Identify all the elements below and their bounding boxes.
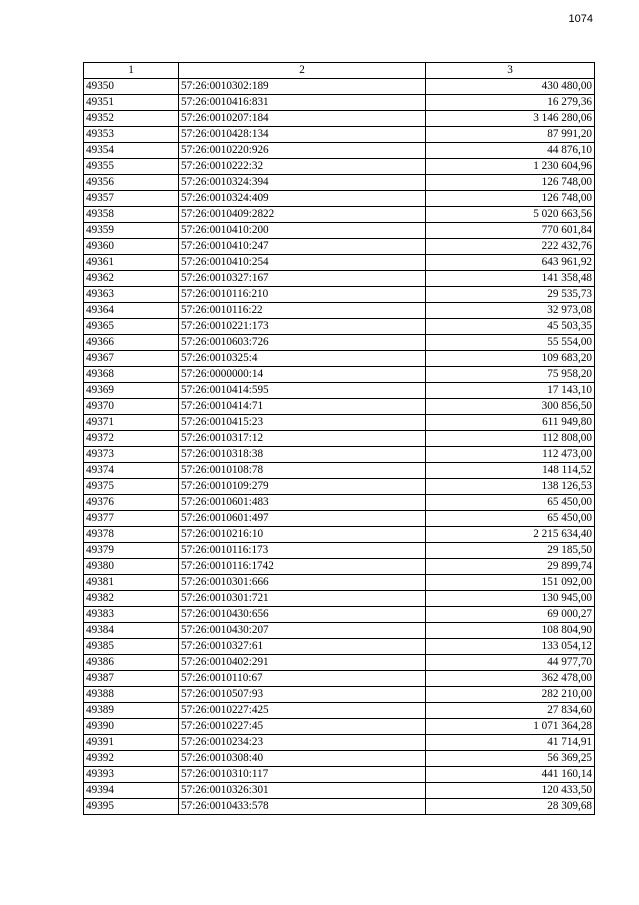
cadastral-number: 57:26:0010227:425 <box>179 703 426 719</box>
record-number: 49365 <box>84 319 179 335</box>
cadastral-value: 16 279,36 <box>426 95 595 111</box>
record-number: 49372 <box>84 431 179 447</box>
table-row <box>84 495 595 511</box>
cadastral-number: 57:26:0010220:926 <box>179 143 426 159</box>
table-row <box>84 95 595 111</box>
cadastral-value: 282 210,00 <box>426 687 595 703</box>
cadastral-number: 57:26:0010601:497 <box>179 511 426 527</box>
record-number: 49387 <box>84 671 179 687</box>
table-row <box>84 591 595 607</box>
table-row <box>84 383 595 399</box>
table-body <box>84 79 595 815</box>
record-number: 49355 <box>84 159 179 175</box>
cadastral-value: 5 020 663,56 <box>426 207 595 223</box>
cadastral-number: 57:26:0010601:483 <box>179 495 426 511</box>
cadastral-value: 32 973,08 <box>426 303 595 319</box>
cadastral-number: 57:26:0010222:32 <box>179 159 426 175</box>
cadastral-number: 57:26:0010430:207 <box>179 623 426 639</box>
cadastral-value: 109 683,20 <box>426 351 595 367</box>
record-number: 49354 <box>84 143 179 159</box>
record-number: 49373 <box>84 447 179 463</box>
record-number: 49383 <box>84 607 179 623</box>
cadastral-number: 57:26:0010433:578 <box>179 799 426 815</box>
cadastral-number: 57:26:0010327:61 <box>179 639 426 655</box>
table-row <box>84 111 595 127</box>
cadastral-value: 55 554,00 <box>426 335 595 351</box>
table-row <box>84 431 595 447</box>
record-number: 49377 <box>84 511 179 527</box>
table-row <box>84 127 595 143</box>
cadastral-number: 57:26:0010327:167 <box>179 271 426 287</box>
cadastral-value: 27 834,60 <box>426 703 595 719</box>
table-row <box>84 351 595 367</box>
record-number: 49360 <box>84 239 179 255</box>
table-row <box>84 159 595 175</box>
cadastral-value: 300 856,50 <box>426 399 595 415</box>
record-number: 49386 <box>84 655 179 671</box>
cadastral-number: 57:26:0010216:10 <box>179 527 426 543</box>
cadastral-value: 611 949,80 <box>426 415 595 431</box>
cadastral-value: 3 146 280,06 <box>426 111 595 127</box>
cadastral-number: 57:26:0010410:254 <box>179 255 426 271</box>
cadastral-value: 112 808,00 <box>426 431 595 447</box>
table-row <box>84 447 595 463</box>
table-row <box>84 719 595 735</box>
table-row <box>84 703 595 719</box>
record-number: 49352 <box>84 111 179 127</box>
cadastral-number: 57:26:0010324:394 <box>179 175 426 191</box>
record-number: 49394 <box>84 783 179 799</box>
table-row <box>84 79 595 95</box>
table-row <box>84 543 595 559</box>
cadastral-value: 29 535,73 <box>426 287 595 303</box>
cadastral-number: 57:26:0010301:721 <box>179 591 426 607</box>
table-row <box>84 671 595 687</box>
cadastral-value: 17 143,10 <box>426 383 595 399</box>
table-row <box>84 239 595 255</box>
cadastral-value: 126 748,00 <box>426 191 595 207</box>
cadastral-value: 141 358,48 <box>426 271 595 287</box>
table-row <box>84 623 595 639</box>
record-number: 49392 <box>84 751 179 767</box>
table-row <box>84 799 595 815</box>
record-number: 49393 <box>84 767 179 783</box>
cadastral-number: 57:26:0010308:40 <box>179 751 426 767</box>
cadastral-number: 57:26:0000000:14 <box>179 367 426 383</box>
record-number: 49366 <box>84 335 179 351</box>
cadastral-value: 44 876,10 <box>426 143 595 159</box>
cadastral-value: 133 054,12 <box>426 639 595 655</box>
cadastral-value: 222 432,76 <box>426 239 595 255</box>
cadastral-value: 130 945,00 <box>426 591 595 607</box>
cadastral-number: 57:26:0010110:67 <box>179 671 426 687</box>
record-number: 49375 <box>84 479 179 495</box>
table-row <box>84 191 595 207</box>
table-row <box>84 639 595 655</box>
record-number: 49384 <box>84 623 179 639</box>
cadastral-value: 138 126,53 <box>426 479 595 495</box>
table-row <box>84 607 595 623</box>
table-row <box>84 511 595 527</box>
cadastral-value: 643 961,92 <box>426 255 595 271</box>
cadastral-number: 57:26:0010301:666 <box>179 575 426 591</box>
cadastral-value: 148 114,52 <box>426 463 595 479</box>
cadastral-value: 28 309,68 <box>426 799 595 815</box>
table-row <box>84 463 595 479</box>
record-number: 49379 <box>84 543 179 559</box>
record-number: 49371 <box>84 415 179 431</box>
column-header-2: 2 <box>179 63 426 79</box>
cadastral-number: 57:26:0010234:23 <box>179 735 426 751</box>
table-row <box>84 655 595 671</box>
table-row <box>84 319 595 335</box>
record-number: 49362 <box>84 271 179 287</box>
record-number: 49364 <box>84 303 179 319</box>
cadastral-number: 57:26:0010326:301 <box>179 783 426 799</box>
record-number: 49356 <box>84 175 179 191</box>
record-number: 49388 <box>84 687 179 703</box>
record-number: 49389 <box>84 703 179 719</box>
cadastral-value: 430 480,00 <box>426 79 595 95</box>
record-number: 49363 <box>84 287 179 303</box>
record-number: 49357 <box>84 191 179 207</box>
table-row <box>84 335 595 351</box>
cadastral-value: 56 369,25 <box>426 751 595 767</box>
column-header-3: 3 <box>426 63 595 79</box>
record-number: 49391 <box>84 735 179 751</box>
cadastral-number: 57:26:0010324:409 <box>179 191 426 207</box>
record-number: 49382 <box>84 591 179 607</box>
cadastral-value: 441 160,14 <box>426 767 595 783</box>
record-number: 49380 <box>84 559 179 575</box>
table-row <box>84 367 595 383</box>
record-number: 49351 <box>84 95 179 111</box>
table-row <box>84 479 595 495</box>
cadastral-value: 29 899,74 <box>426 559 595 575</box>
record-number: 49378 <box>84 527 179 543</box>
table-row <box>84 287 595 303</box>
cadastral-number: 57:26:0010207:184 <box>179 111 426 127</box>
cadastral-value: 75 958,20 <box>426 367 595 383</box>
record-number: 49385 <box>84 639 179 655</box>
cadastral-value: 1 230 604,96 <box>426 159 595 175</box>
cadastral-number: 57:26:0010402:291 <box>179 655 426 671</box>
cadastral-number: 57:26:0010416:831 <box>179 95 426 111</box>
column-header-1: 1 <box>84 63 179 79</box>
record-number: 49381 <box>84 575 179 591</box>
cadastral-number: 57:26:0010409:2822 <box>179 207 426 223</box>
cadastral-value: 69 000,27 <box>426 607 595 623</box>
cadastral-value: 770 601,84 <box>426 223 595 239</box>
cadastral-number: 57:26:0010221:173 <box>179 319 426 335</box>
registry-table <box>83 62 595 815</box>
table-row <box>84 751 595 767</box>
cadastral-value: 29 185,50 <box>426 543 595 559</box>
cadastral-value: 65 450,00 <box>426 511 595 527</box>
cadastral-value: 45 503,35 <box>426 319 595 335</box>
cadastral-number: 57:26:0010227:45 <box>179 719 426 735</box>
cadastral-value: 1 071 364,28 <box>426 719 595 735</box>
table-row <box>84 575 595 591</box>
cadastral-value: 126 748,00 <box>426 175 595 191</box>
record-number: 49350 <box>84 79 179 95</box>
cadastral-number: 57:26:0010410:200 <box>179 223 426 239</box>
cadastral-number: 57:26:0010318:38 <box>179 447 426 463</box>
table-row <box>84 399 595 415</box>
cadastral-number: 57:26:0010310:117 <box>179 767 426 783</box>
cadastral-value: 108 804,90 <box>426 623 595 639</box>
cadastral-number: 57:26:0010302:189 <box>179 79 426 95</box>
cadastral-value: 151 092,00 <box>426 575 595 591</box>
table-row <box>84 527 595 543</box>
header-row <box>84 63 595 79</box>
cadastral-value: 44 977,70 <box>426 655 595 671</box>
record-number: 49359 <box>84 223 179 239</box>
cadastral-value: 362 478,00 <box>426 671 595 687</box>
cadastral-number: 57:26:0010414:595 <box>179 383 426 399</box>
record-number: 49368 <box>84 367 179 383</box>
cadastral-number: 57:26:0010109:279 <box>179 479 426 495</box>
cadastral-number: 57:26:0010108:78 <box>179 463 426 479</box>
record-number: 49361 <box>84 255 179 271</box>
cadastral-number: 57:26:0010428:134 <box>179 127 426 143</box>
record-number: 49369 <box>84 383 179 399</box>
cadastral-number: 57:26:0010410:247 <box>179 239 426 255</box>
table-row <box>84 735 595 751</box>
cadastral-number: 57:26:0010430:656 <box>179 607 426 623</box>
table-row <box>84 255 595 271</box>
cadastral-number: 57:26:0010116:210 <box>179 287 426 303</box>
cadastral-number: 57:26:0010603:726 <box>179 335 426 351</box>
table-row <box>84 175 595 191</box>
cadastral-number: 57:26:0010317:12 <box>179 431 426 447</box>
cadastral-value: 120 433,50 <box>426 783 595 799</box>
cadastral-value: 2 215 634,40 <box>426 527 595 543</box>
table-row <box>84 767 595 783</box>
table-row <box>84 223 595 239</box>
cadastral-value: 41 714,91 <box>426 735 595 751</box>
record-number: 49353 <box>84 127 179 143</box>
record-number: 49370 <box>84 399 179 415</box>
record-number: 49376 <box>84 495 179 511</box>
table-row <box>84 559 595 575</box>
table-row <box>84 207 595 223</box>
table-row <box>84 783 595 799</box>
record-number: 49395 <box>84 799 179 815</box>
table-row <box>84 303 595 319</box>
record-number: 49374 <box>84 463 179 479</box>
table-row <box>84 271 595 287</box>
cadastral-number: 57:26:0010116:1742 <box>179 559 426 575</box>
cadastral-value: 87 991,20 <box>426 127 595 143</box>
cadastral-value: 65 450,00 <box>426 495 595 511</box>
record-number: 49367 <box>84 351 179 367</box>
cadastral-number: 57:26:0010507:93 <box>179 687 426 703</box>
cadastral-number: 57:26:0010325:4 <box>179 351 426 367</box>
cadastral-number: 57:26:0010415:23 <box>179 415 426 431</box>
table-row <box>84 143 595 159</box>
page-number: 1074 <box>568 13 593 25</box>
table-row <box>84 687 595 703</box>
record-number: 49390 <box>84 719 179 735</box>
record-number: 49358 <box>84 207 179 223</box>
cadastral-number: 57:26:0010414:71 <box>179 399 426 415</box>
cadastral-number: 57:26:0010116:173 <box>179 543 426 559</box>
cadastral-number: 57:26:0010116:22 <box>179 303 426 319</box>
cadastral-value: 112 473,00 <box>426 447 595 463</box>
table-row <box>84 415 595 431</box>
